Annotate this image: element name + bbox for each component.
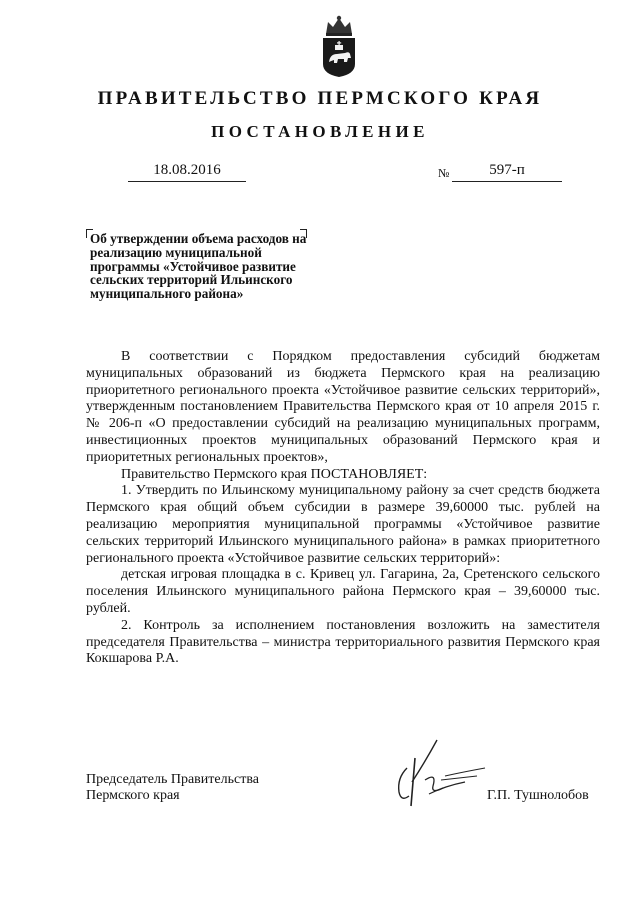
number-label: № bbox=[438, 166, 450, 180]
signatory-post-line-2: Пермского края bbox=[86, 787, 180, 803]
body-paragraph-object: детская игровая площадка в с. Кривец ул. Гагарина, 2а, Сретенского сельского поселения Ильинского муниципального района Пермского края – 39,60000 тыс. рублей. bbox=[86, 567, 600, 616]
signatory-post-line-1: Председатель Правительства bbox=[86, 772, 259, 787]
body-paragraph-resolves: Правительство Пермского края ПОСТАНОВЛЯЕТ: bbox=[121, 466, 428, 482]
government-title: ПРАВИТЕЛЬСТВО ПЕРМСКОГО КРАЯ bbox=[97, 88, 543, 109]
document-date: 18.08.2016 bbox=[128, 162, 246, 182]
signatory-post bbox=[86, 772, 259, 803]
document-number: 597-п bbox=[452, 162, 562, 182]
coat-of-arms-icon bbox=[318, 14, 360, 78]
body-paragraph-item-1: 1. Утвердить по Ильинскому муниципальному району за счет средств бюджета Пермского края общий объем субсидии в размере 39,60000 тыс. рублей на реализацию мероприятия муниципальной программы «Устойчивое развитие сельских территорий Ильинского муниципального района» в рамках приоритетного регионального проекта «Устойчивое развитие сельских территорий»: bbox=[86, 483, 600, 566]
body-paragraph-preamble: В соответствии с Порядком предоставления субсидий бюджетам муниципальных образований из бюджета Пермского края на реализацию приоритетного регионального проекта «Устойчивое развитие сельских территорий», утвержденным постановлением Правительства Пермского края от 10 апреля 2015 г. № 206-п «О предоставлении субсидий на реализацию муниципальных программ, инвестиционных проектов муниципальных образований Пермского края и приоритетных региональных проектов», bbox=[86, 349, 600, 465]
signatory-name: Г.П. Тушнолобов bbox=[487, 788, 589, 803]
document-subject: Об утверждении объема расходов на реализацию муниципальной программы «Устойчивое развитие сельских территорий Ильинского муниципального района» bbox=[90, 231, 307, 302]
document-type: ПОСТАНОВЛЕНИЕ bbox=[211, 122, 429, 141]
document-body bbox=[86, 349, 600, 668]
body-paragraph-item-2: 2. Контроль за исполнением постановления возложить на заместителя председателя Правительства – министра территориального развития Пермского края Кокшарова Р.А. bbox=[86, 617, 600, 667]
handwritten-signature bbox=[385, 732, 495, 812]
